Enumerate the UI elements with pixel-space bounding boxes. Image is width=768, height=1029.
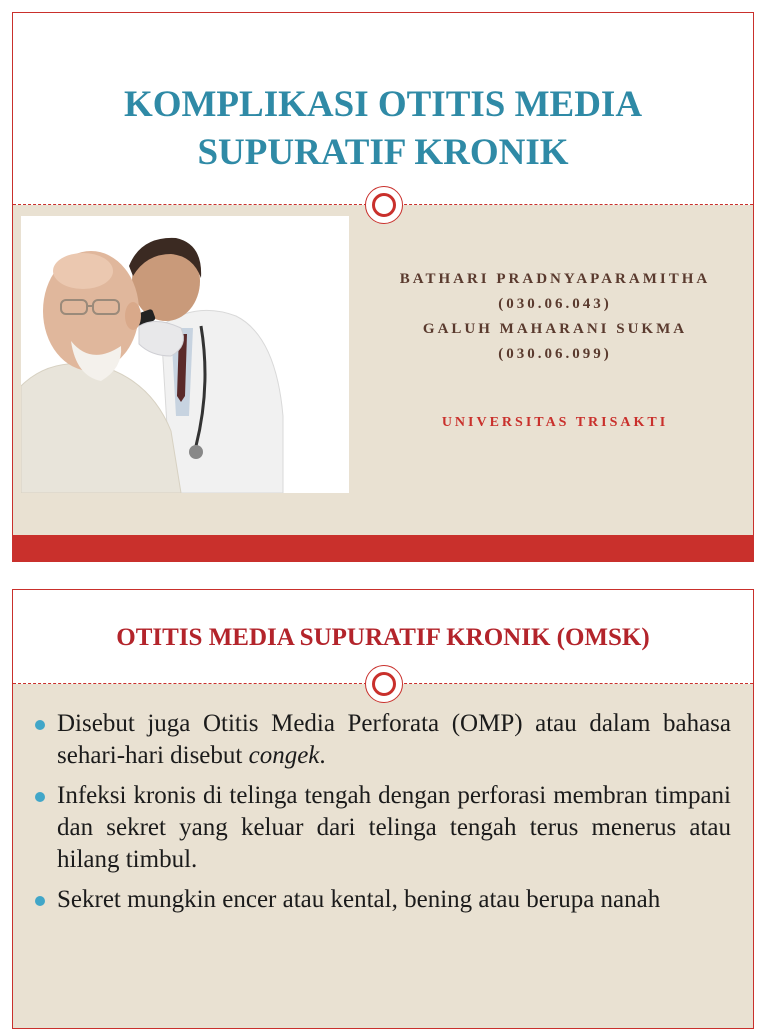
bullet-dot-icon <box>35 720 45 730</box>
slide-title <box>33 81 733 177</box>
footer-bar <box>13 535 753 561</box>
bullet-emphasis: congek <box>248 742 320 769</box>
bullet-item <box>33 884 731 916</box>
title-line-2: SUPURATIF KRONIK <box>197 132 569 173</box>
bullet-list <box>33 708 731 924</box>
author-1-name: BATHARI PRADNYAPARAMITHA <box>399 271 711 287</box>
doctor-patient-photo <box>21 216 349 493</box>
author-2-id: (030.06.099) <box>498 346 612 362</box>
divider-circle-icon <box>365 186 403 224</box>
bullet-dot-icon <box>35 896 45 906</box>
author-1-id: (030.06.043) <box>498 296 612 312</box>
bullet-text: Disebut juga Otitis Media Perforata (OMP) atau dalam bahasa sehari-hari disebut <box>57 710 731 769</box>
title-line-1: KOMPLIKASI OTITIS MEDIA <box>123 84 643 125</box>
bullet-text: Infeksi kronis di telinga tengah dengan perforasi membran timpani dan sekret yang keluar dari telinga tengah terus menerus atau hilang timbul. <box>57 782 731 873</box>
title-slide <box>12 12 754 562</box>
bullet-item <box>33 780 731 876</box>
bullet-suffix: . <box>319 742 326 769</box>
title-area <box>13 13 753 205</box>
bullet-item <box>33 708 731 772</box>
author-2-name: GALUH MAHARANI SUKMA <box>422 321 688 337</box>
slide-heading: OTITIS MEDIA SUPURATIF KRONIK (OMSK) <box>116 624 650 651</box>
authors-block <box>365 267 745 367</box>
doctor-examining-ear-illustration <box>21 216 349 493</box>
bullet-text: Sekret mungkin encer atau kental, bening atau berupa nanah <box>57 886 661 913</box>
bullet-dot-icon <box>35 792 45 802</box>
divider-circle-icon <box>365 665 403 703</box>
content-slide <box>12 589 754 1029</box>
university-name: UNIVERSITAS TRISAKTI <box>441 415 669 430</box>
